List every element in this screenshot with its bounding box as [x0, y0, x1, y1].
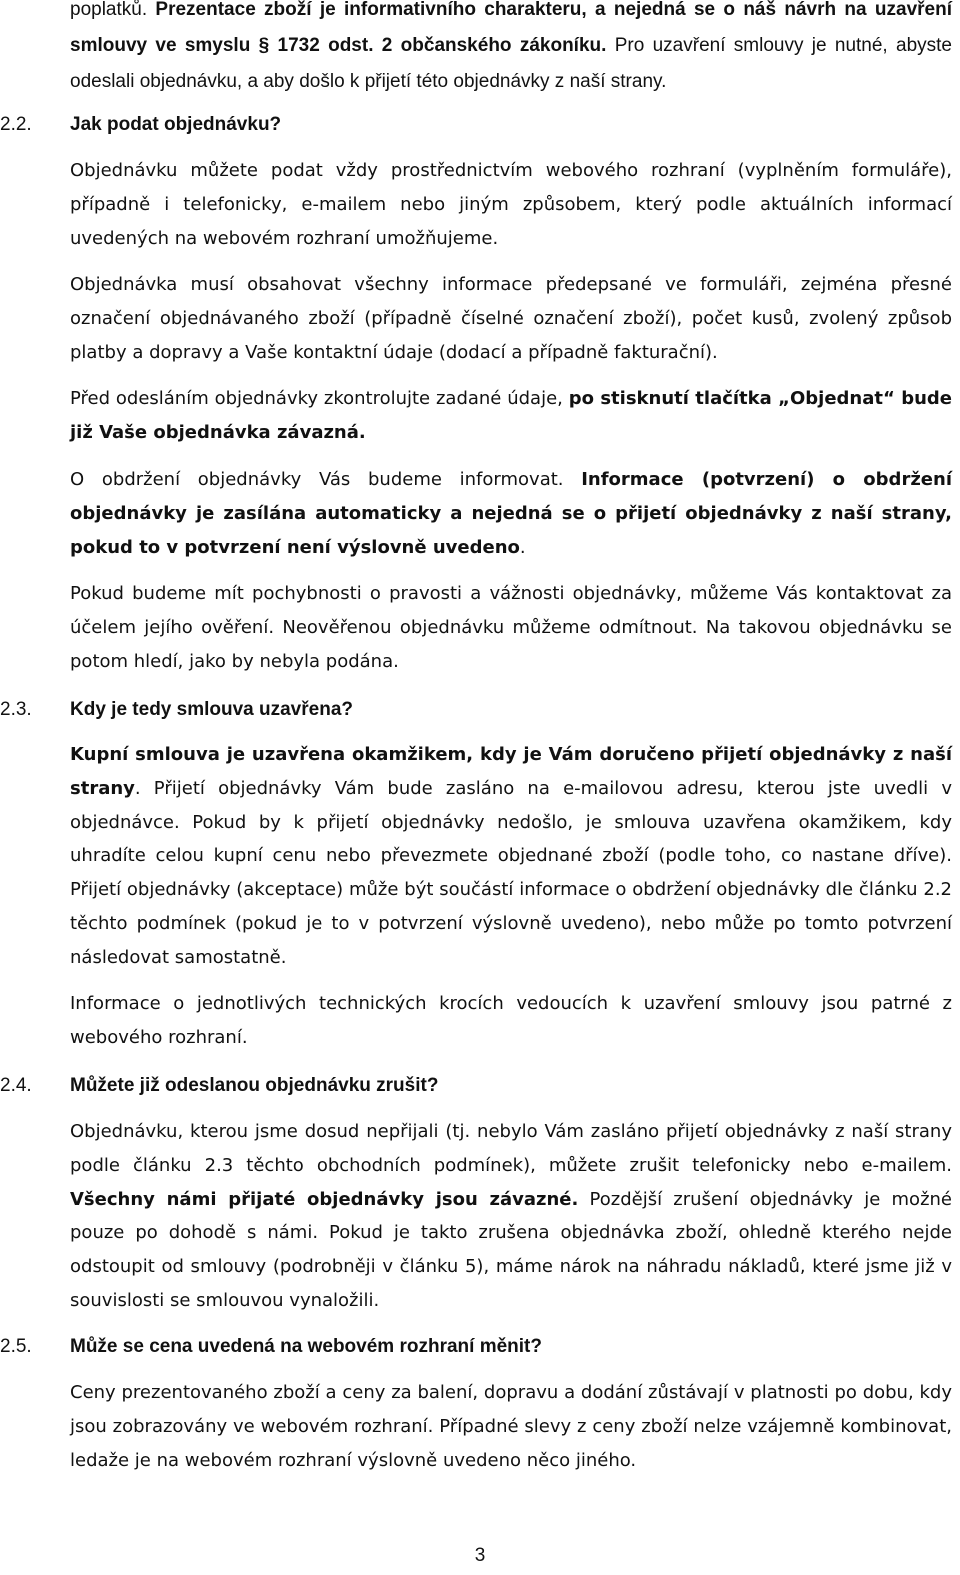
intro-paragraph: [70, 0, 952, 100]
p3-plain: Před odesláním objednávky zkontrolujte zadané údaje,: [70, 388, 569, 409]
s23-bold: Kupní smlouva je uzavřena okamžikem, kdy je Vám doručeno přijetí objednávky z naší strany: [70, 744, 952, 799]
s24-rest: Pozdější zrušení objednávky je možné pouze po dohodě s námi. Pokud je takto zrušena objednávka zboží, ohledně kterého nejde odstoupit od smlouvy (podrobněji v článku 5), máme nárok na náhradu nákladů, které jsme již v souvislosti se smlouvou vynaložili.: [70, 1188, 952, 1311]
intro-bold: Prezentace zboží je informativního charakteru, a nejedná se o náš návrh na uzavření smlouvy ve smyslu § 1732 odst. 2 občanského zákoníku.: [70, 0, 952, 56]
section-2-5-paragraph-1: Ceny prezentovaného zboží a ceny za balení, dopravu a dodání zůstávají v platnosti po dobu, kdy jsou zobrazovány ve webovém rozhraní. Případné slevy z ceny zboží nelze vzájemně kombinovat, ledaže je na webovém rozhraní výslovně uvedeno něco jiného.: [70, 1382, 952, 1471]
section-2-2-paragraph-4: [70, 463, 952, 564]
section-2-3-heading: [0, 697, 952, 723]
intro-plain: poplatků.: [70, 0, 156, 20]
section-2-3-paragraph-1: [70, 738, 952, 975]
section-2-2-paragraph-1: Objednávku můžete podat vždy prostřednictvím webového rozhraní (vyplněním formuláře), případně i telefonicky, e-mailem nebo jiným způsobem, který podle aktuálních informací uvedených na webovém rozhraní umožňujeme.: [70, 160, 952, 249]
section-title: Jak podat objednávku?: [70, 114, 282, 135]
p4-plain: O obdržení objednávky Vás budeme informovat.: [70, 469, 582, 490]
section-2-2-paragraph-5: Pokud budeme mít pochybnosti o pravosti a vážnosti objednávky, můžeme Vás kontaktovat za účelem jejího ověření. Neověřenou objednávku můžeme odmítnout. Na takovou objednávku se potom hledí, jako by nebyla podána.: [70, 583, 952, 672]
section-2-4-paragraph-1: [70, 1115, 952, 1318]
p3-bold: po stisknutí tlačítka „Objednat“ bude již Vaše objednávka závazná.: [70, 388, 952, 443]
section-number: 2.3.: [0, 699, 32, 720]
section-number: 2.2.: [0, 114, 32, 135]
section-2-2-paragraph-3: [70, 382, 952, 450]
intro-rest: Pro uzavření smlouvy je nutné, abyste odeslali objednávku, a aby došlo k přijetí této objednávky z naší strany.: [70, 35, 953, 92]
section-2-2-paragraph-2: Objednávka musí obsahovat všechny informace předepsané ve formuláři, zejména přesné označení objednávaného zboží (případně číselné označení zboží), počet kusů, zvolený způsob platby a dopravy a Vaše kontaktní údaje (dodací a případně fakturační).: [70, 274, 952, 363]
section-2-4-heading: [0, 1073, 952, 1099]
p4-end: .: [519, 536, 526, 558]
section-2-2-heading: [0, 112, 952, 138]
s24-bold: Všechny námi přijaté objednávky jsou závazné.: [70, 1188, 579, 1210]
section-2-3-paragraph-2: Informace o jednotlivých technických krocích vedoucích k uzavření smlouvy jsou patrné z webového rozhraní.: [70, 993, 952, 1048]
section-2-5-heading: [0, 1334, 952, 1360]
section-title: Může se cena uvedená na webovém rozhraní měnit?: [70, 1336, 542, 1357]
s23-rest: . Přijetí objednávky Vám bude zasláno na e-mailovou adresu, kterou jste uvedli v objednávce. Pokud by k přijetí objednávky nedošlo, je smlouva uzavřena okamžikem, kdy uhradíte celou kupní cenu nebo převezmete objednané zboží (podle toho, co nastane dříve). Přijetí objednávky (akceptace) může být součástí informace o obdržení objednávky dle článku 2.2 těchto podmínek (pokud je to v potvrzení výslovně uvedeno), nebo může po tomto potvrzení následovat samostatně.: [70, 777, 952, 968]
s24-plain: Objednávku, kterou jsme dosud nepřijali (tj. nebylo Vám zasláno přijetí objednávky z naší strany podle článku 2.3 těchto obchodních podmínek), můžete zrušit telefonicky nebo e-mailem.: [70, 1121, 952, 1176]
section-number: 2.5.: [0, 1336, 32, 1357]
section-title: Můžete již odeslanou objednávku zrušit?: [70, 1075, 439, 1096]
p4-bold: Informace (potvrzení) o obdržení objednávky je zasílána automaticky a nejedná se o přijetí objednávky z naší strany, pokud to v potvrzení není výslovně uvedeno: [70, 469, 952, 558]
section-title: Kdy je tedy smlouva uzavřena?: [70, 699, 353, 720]
section-number: 2.4.: [0, 1075, 32, 1096]
page-number: 3: [474, 1545, 486, 1566]
